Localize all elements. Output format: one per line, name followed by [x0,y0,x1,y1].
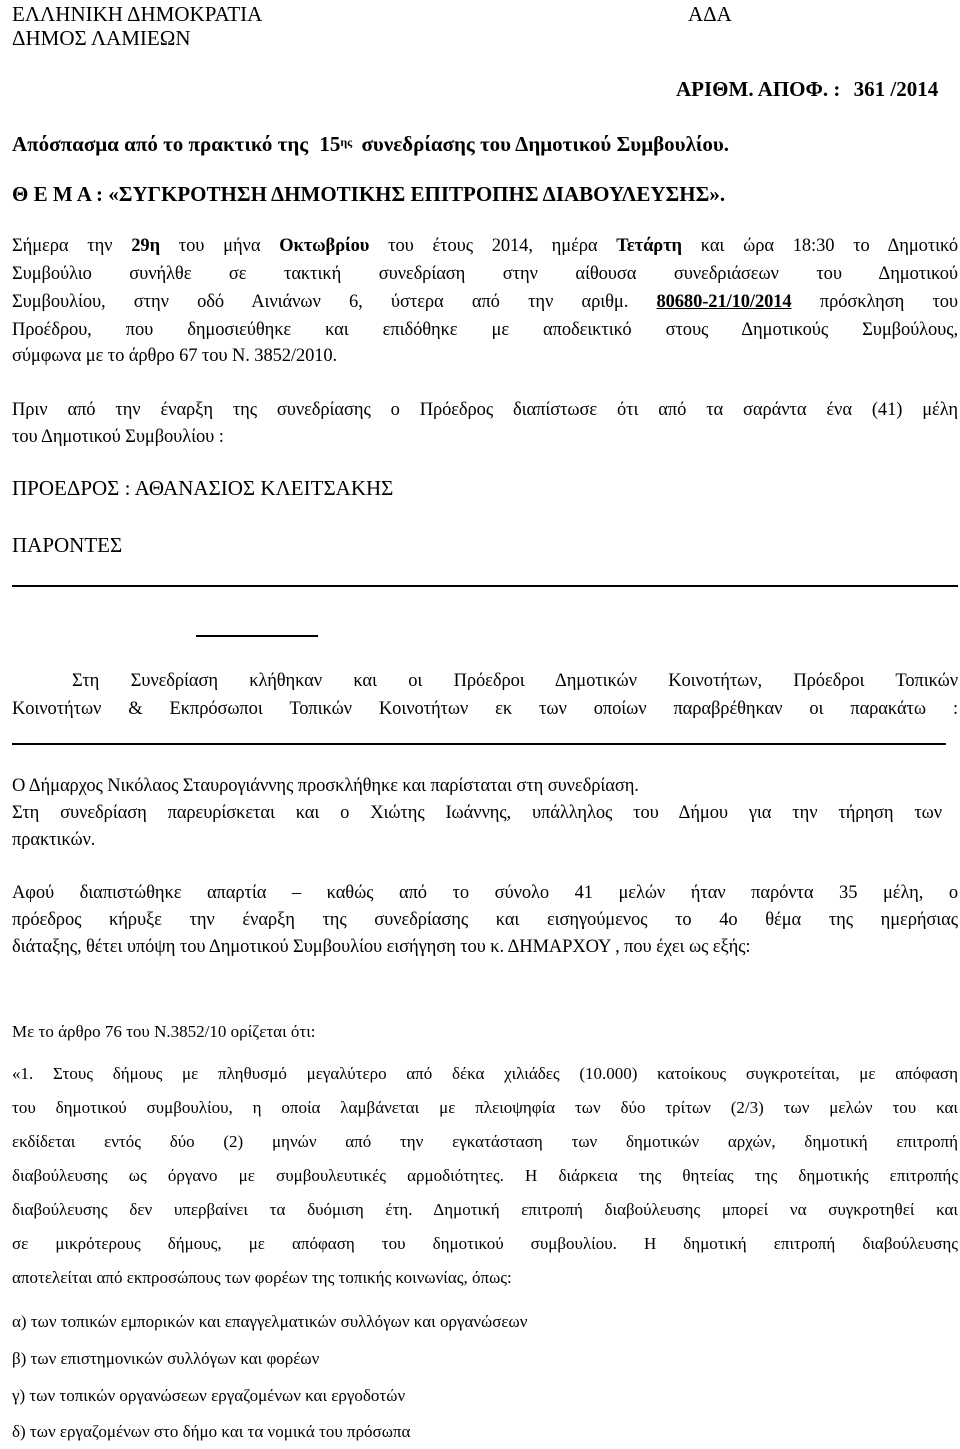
law-line-5: διαβούλευσης δεν υπερβαίνει τα δυόμιση έτη. Δημοτική επιτροπή διαβούλευσης μπορεί να συγκροτηθεί και [12,1200,958,1219]
law-line-1: «1. Στους δήμους με πληθυσμό μεγαλύτερο από δέκα χιλιάδες (10.000) κατοίκους συγκροτείται, με απόφαση [12,1064,958,1083]
law-line-4: διαβούλευσης ως όργανο με συμβουλευτικές αρμοδιότητες. Η διάρκεια της θητείας της δημοτικής επιτροπής [12,1166,958,1185]
present-heading: ΠΑΡΟΝΤΕΣ [12,533,123,557]
divider-short [196,635,318,637]
divider-communities [12,743,946,745]
community-line-2: Κοινοτήτων & Εκπρόσωποι Τοπικών Κοινοτήτων εκ των οποίων παραβρέθηκαν οι παρακάτω : [12,699,958,719]
decision-number-label [676,77,938,101]
law-line-2: του δημοτικού συμβουλίου, η οποία λαμβάνεται με πλειοψηφία των δύο τρίτων (2/3) των μελών του και [12,1098,958,1117]
mayor-line-1: Ο Δήμαρχος Νικόλαος Σταυρογιάννης προσκλήθηκε και παρίσταται στη συνεδρίαση. [12,776,639,796]
law-item-a: α) των τοπικών εμπορικών και επαγγελματικών συλλόγων και οργανώσεων [12,1312,528,1331]
proceedings-line-3: διάταξης, θέτει υπόψη του Δημοτικού Συμβουλίου εισήγηση του κ. ΔΗΜΑΡΧΟΥ , που έχει ως εξής: [12,937,751,957]
mayor-line-3: πρακτικών. [12,830,96,850]
quorum-line-2: του Δημοτικού Συμβουλίου : [12,427,224,447]
divider-present [12,585,958,587]
law-intro: Με το άρθρο 76 του Ν.3852/10 ορίζεται ότι: [12,1022,316,1041]
ada-label: ΑΔΑ [688,2,732,26]
municipality-name: ΔΗΜΟΣ ΛΑΜΙΕΩΝ [12,26,191,50]
decision-number: 361 /2014 [853,77,939,101]
president: ΠΡΟΕΔΡΟΣ : ΑΘΑΝΑΣΙΟΣ ΚΛΕΙΤΣΑΚΗΣ [12,476,394,500]
law-item-c: γ) των τοπικών οργανώσεων εργαζομένων και εργοδοτών [12,1386,406,1405]
mayor-line-2: Στη συνεδρίαση παρευρίσκεται και ο Χιώτης Ιωάννης, υπάλληλος του Δήμου για την τήρηση των [12,803,942,823]
law-line-7: αποτελείται από εκπροσώπους των φορέων της τοπικής κοινωνίας, όπως: [12,1268,512,1287]
subject: Θ Ε Μ Α : «ΣΥΓΚΡΟΤΗΣΗ ΔΗΜΟΤΙΚΗΣ ΕΠΙΤΡΟΠΗΣ ΔΙΑΒΟΥΛΕΥΣΗΣ». [12,182,726,206]
intro-line-2: Συμβούλιο συνήλθε σε τακτική συνεδρίαση στην αίθουσα συνεδριάσεων του Δημοτικού [12,264,958,284]
intro-line-4: Προέδρου, που δημοσιεύθηκε και επιδόθηκε με αποδεικτικό στους Δημοτικούς Συμβούλους, [12,320,958,340]
law-item-d: δ) των εργαζομένων στο δήμο και τα νομικά του πρόσωπα [12,1422,411,1441]
intro-line-3: Συμβουλίου, στην οδό Αινιάνων 6, ύστερα από την αριθμ. 80680-21/10/2014 πρόσκληση του [12,292,958,312]
decision-label: ΑΡΙΘΜ. ΑΠΟΦ. : [676,77,841,101]
proceedings-line-2: πρόεδρος κήρυξε την έναρξη της συνεδρίασης και εισηγούμενος το 4ο θέμα της ημερήσιας [12,910,958,930]
law-item-b: β) των επιστημονικών συλλόγων και φορέων [12,1349,320,1368]
state-name: ΕΛΛΗΝΙΚΗ ΔΗΜΟΚΡΑΤΙΑ [12,2,263,26]
quorum-line-1: Πριν από την έναρξη της συνεδρίασης ο Πρόεδρος διαπίστωσε ότι από τα σαράντα ένα (41) μέλη [12,400,958,420]
intro-line-5: σύμφωνα με το άρθρο 67 του Ν. 3852/2010. [12,346,338,366]
excerpt-line: Απόσπασμα από το πρακτικό της $15^{\eta\varsigma}$ συνεδρίασης του Δημοτικού Συμβουλίου. [12,132,730,156]
law-line-6: σε μικρότερους δήμους, με απόφαση του δημοτικού συμβουλίου. Η δημοτική επιτροπή διαβούλευσης [12,1234,958,1253]
proceedings-line-1: Αφού διαπιστώθηκε απαρτία – καθώς από το σύνολο 41 μελών ήταν παρόντα 35 μέλη, ο [12,883,958,903]
law-line-3: εκδίδεται εντός δύο (2) μηνών από την εγκατάσταση των δημοτικών αρχών, δημοτική επιτροπή [12,1132,958,1151]
intro-line-1: Σήμερα την 29η του μήνα Οκτωβρίου του έτους 2014, ημέρα Τετάρτη και ώρα 18:30 το Δημοτικό [12,236,958,256]
community-line-1: Στη Συνεδρίαση κλήθηκαν και οι Πρόεδροι Δημοτικών Κοινοτήτων, Πρόεδροι Τοπικών [72,671,958,691]
